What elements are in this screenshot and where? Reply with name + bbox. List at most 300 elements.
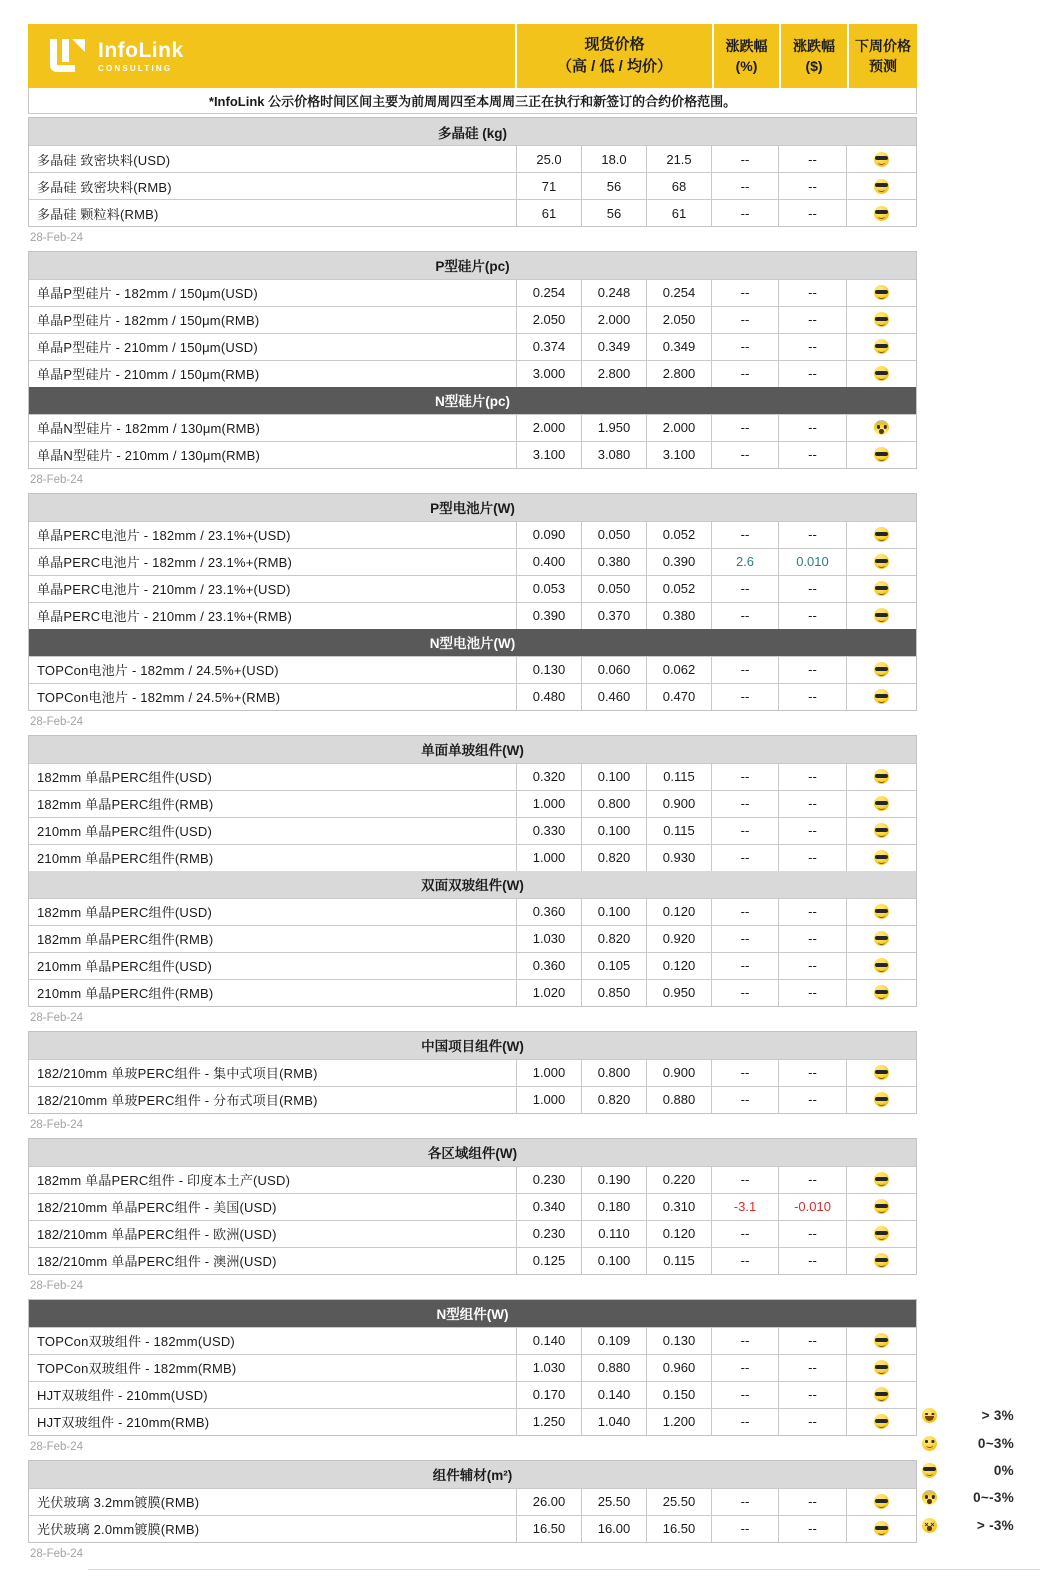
table-row bbox=[29, 817, 916, 844]
change-pct-cell: -- bbox=[711, 361, 778, 387]
avg-price-cell: 0.115 bbox=[646, 764, 711, 790]
item-name-cell: 210mm 单晶PERC组件(USD) bbox=[37, 824, 212, 840]
forecast-cool-emoji-icon bbox=[874, 285, 889, 300]
change-pct-cell: -- bbox=[711, 280, 778, 306]
table-row bbox=[29, 925, 916, 952]
forecast-cool-emoji-icon bbox=[874, 581, 889, 596]
infolink-logo-icon bbox=[50, 38, 88, 74]
forecast-cell bbox=[846, 1328, 916, 1354]
high-price-cell: 16.50 bbox=[516, 1516, 581, 1542]
table-row bbox=[29, 1059, 916, 1086]
item-name-cell: TOPCon电池片 - 182mm / 24.5%+(RMB) bbox=[37, 690, 281, 706]
price-group bbox=[28, 117, 917, 227]
legend-item bbox=[922, 1457, 1014, 1484]
header-spot-price bbox=[515, 24, 712, 88]
change-pct-cell: -- bbox=[711, 603, 778, 629]
high-price-cell: 0.254 bbox=[516, 280, 581, 306]
table-row bbox=[29, 1166, 916, 1193]
change-pct-cell: -- bbox=[711, 307, 778, 333]
avg-price-cell: 2.000 bbox=[646, 415, 711, 441]
change-pct-cell: -- bbox=[711, 1248, 778, 1274]
change-usd-cell: -- bbox=[778, 1060, 846, 1086]
price-group bbox=[28, 1138, 917, 1275]
forecast-legend bbox=[922, 1402, 1014, 1539]
avg-price-cell: 1.200 bbox=[646, 1409, 711, 1435]
price-group bbox=[28, 493, 917, 711]
forecast-cell bbox=[846, 1409, 916, 1435]
legend-label: > -3% bbox=[976, 1517, 1014, 1533]
item-name-cell: TOPCon电池片 - 182mm / 24.5%+(USD) bbox=[37, 663, 279, 679]
change-pct-cell: -- bbox=[711, 764, 778, 790]
forecast-cell bbox=[846, 1221, 916, 1247]
forecast-cell bbox=[846, 684, 916, 710]
low-price-cell: 2.000 bbox=[581, 307, 646, 333]
forecast-cell bbox=[846, 1489, 916, 1515]
legend-item bbox=[922, 1512, 1014, 1539]
section-header: N型电池片(W) bbox=[29, 629, 916, 656]
avg-price-cell: 16.50 bbox=[646, 1516, 711, 1542]
low-price-cell: 0.820 bbox=[581, 1087, 646, 1113]
low-price-cell: 0.380 bbox=[581, 549, 646, 575]
item-name-cell: 182mm 单晶PERC组件 - 印度本土产(USD) bbox=[37, 1173, 291, 1189]
header-forecast bbox=[847, 24, 917, 88]
change-usd-cell: -- bbox=[778, 926, 846, 952]
change-pct-cell: -- bbox=[711, 953, 778, 979]
item-name-cell: 182/210mm 单玻PERC组件 - 集中式项目(RMB) bbox=[37, 1066, 318, 1082]
change-usd-cell: -- bbox=[778, 361, 846, 387]
change-usd-cell: -- bbox=[778, 657, 846, 683]
low-price-cell: 0.109 bbox=[581, 1328, 646, 1354]
change-usd-cell: -- bbox=[778, 173, 846, 199]
legend-cool-emoji-icon bbox=[922, 1463, 937, 1478]
table-row bbox=[29, 790, 916, 817]
table-row bbox=[29, 1381, 916, 1408]
change-usd-cell: -- bbox=[778, 1221, 846, 1247]
item-name-cell: 光伏玻璃 3.2mm镀膜(RMB) bbox=[37, 1495, 200, 1511]
legend-dizzy-emoji-icon bbox=[922, 1518, 937, 1533]
low-price-cell: 0.140 bbox=[581, 1382, 646, 1408]
forecast-cool-emoji-icon bbox=[874, 1172, 889, 1187]
item-name-cell: HJT双玻组件 - 210mm(RMB) bbox=[37, 1415, 210, 1431]
low-price-cell: 16.00 bbox=[581, 1516, 646, 1542]
high-price-cell: 1.000 bbox=[516, 791, 581, 817]
avg-price-cell: 0.900 bbox=[646, 1060, 711, 1086]
forecast-cool-emoji-icon bbox=[874, 152, 889, 167]
price-group bbox=[28, 1299, 917, 1436]
price-group bbox=[28, 735, 917, 1007]
forecast-cool-emoji-icon bbox=[874, 608, 889, 623]
change-pct-cell: -- bbox=[711, 1087, 778, 1113]
forecast-cool-emoji-icon bbox=[874, 1333, 889, 1348]
high-price-cell: 3.000 bbox=[516, 361, 581, 387]
table-row bbox=[29, 1408, 916, 1435]
forecast-cool-emoji-icon bbox=[874, 769, 889, 784]
low-price-cell: 1.040 bbox=[581, 1409, 646, 1435]
high-price-cell: 1.000 bbox=[516, 1087, 581, 1113]
forecast-cool-emoji-icon bbox=[874, 1414, 889, 1429]
table-row bbox=[29, 279, 916, 306]
avg-price-cell: 0.120 bbox=[646, 1221, 711, 1247]
forecast-cell bbox=[846, 361, 916, 387]
table-row bbox=[29, 763, 916, 790]
high-price-cell: 0.170 bbox=[516, 1382, 581, 1408]
low-price-cell: 18.0 bbox=[581, 146, 646, 172]
table-row bbox=[29, 1086, 916, 1113]
forecast-cool-emoji-icon bbox=[874, 447, 889, 462]
item-name-cell: 单晶P型硅片 - 210mm / 150μm(RMB) bbox=[37, 367, 260, 383]
item-name-cell: 182mm 单晶PERC组件(USD) bbox=[37, 905, 212, 921]
change-usd-label: 涨跌幅 bbox=[793, 37, 835, 54]
avg-price-cell: 0.930 bbox=[646, 845, 711, 871]
table-row bbox=[29, 1220, 916, 1247]
logo-text bbox=[98, 40, 184, 73]
low-price-cell: 25.50 bbox=[581, 1489, 646, 1515]
high-price-cell: 3.100 bbox=[516, 442, 581, 468]
header-change-usd bbox=[779, 24, 847, 88]
legend-label: > 3% bbox=[981, 1408, 1014, 1424]
price-group bbox=[28, 1460, 917, 1543]
date-label: 28-Feb-24 bbox=[30, 1011, 84, 1024]
high-price-cell: 0.230 bbox=[516, 1221, 581, 1247]
item-name-cell: 182/210mm 单玻PERC组件 - 分布式项目(RMB) bbox=[37, 1093, 318, 1109]
infolink-logo bbox=[50, 38, 184, 74]
forecast-cool-emoji-icon bbox=[874, 958, 889, 973]
high-price-cell: 1.030 bbox=[516, 926, 581, 952]
change-usd-cell: -- bbox=[778, 1355, 846, 1381]
date-label: 28-Feb-24 bbox=[30, 1279, 84, 1292]
forecast-cool-emoji-icon bbox=[874, 339, 889, 354]
avg-price-cell: 0.254 bbox=[646, 280, 711, 306]
change-usd-cell: -- bbox=[778, 307, 846, 333]
high-price-cell: 0.374 bbox=[516, 334, 581, 360]
avg-price-cell: 0.120 bbox=[646, 899, 711, 925]
high-price-cell: 1.000 bbox=[516, 1060, 581, 1086]
item-name-cell: 单晶P型硅片 - 210mm / 150μm(USD) bbox=[37, 340, 258, 356]
avg-price-cell: 0.900 bbox=[646, 791, 711, 817]
item-name-cell: 单晶PERC电池片 - 210mm / 23.1%+(RMB) bbox=[37, 609, 293, 625]
low-price-cell: 56 bbox=[581, 173, 646, 199]
low-price-cell: 0.880 bbox=[581, 1355, 646, 1381]
high-price-cell: 0.360 bbox=[516, 953, 581, 979]
table-row bbox=[29, 145, 916, 172]
avg-price-cell: 0.130 bbox=[646, 1328, 711, 1354]
section-header: 多晶硅 (kg) bbox=[29, 118, 916, 145]
item-name-cell: 182/210mm 单晶PERC组件 - 美国(USD) bbox=[37, 1200, 277, 1216]
forecast-cell bbox=[846, 657, 916, 683]
date-label: 28-Feb-24 bbox=[30, 232, 84, 244]
forecast-cool-emoji-icon bbox=[874, 1253, 889, 1268]
change-pct-cell: -- bbox=[711, 146, 778, 172]
low-price-cell: 0.820 bbox=[581, 926, 646, 952]
avg-price-cell: 0.120 bbox=[646, 953, 711, 979]
change-usd-cell: -- bbox=[778, 146, 846, 172]
forecast-cell bbox=[846, 899, 916, 925]
forecast-cell bbox=[846, 200, 916, 226]
high-price-cell: 25.0 bbox=[516, 146, 581, 172]
forecast-cool-emoji-icon bbox=[874, 366, 889, 381]
change-pct-cell: -- bbox=[711, 576, 778, 602]
change-usd-unit: ($) bbox=[805, 58, 823, 74]
forecast-cool-emoji-icon bbox=[874, 1494, 889, 1509]
change-pct-cell: -- bbox=[711, 415, 778, 441]
change-usd-cell: -- bbox=[778, 576, 846, 602]
price-groups bbox=[28, 117, 917, 1567]
table-row bbox=[29, 548, 916, 575]
table-row bbox=[29, 952, 916, 979]
change-usd-cell: -- bbox=[778, 791, 846, 817]
table-row bbox=[29, 1193, 916, 1220]
high-price-cell: 71 bbox=[516, 173, 581, 199]
change-usd-cell: -- bbox=[778, 1167, 846, 1193]
avg-price-cell: 2.800 bbox=[646, 361, 711, 387]
low-price-cell: 56 bbox=[581, 200, 646, 226]
change-pct-cell: -- bbox=[711, 791, 778, 817]
avg-price-cell: 3.100 bbox=[646, 442, 711, 468]
low-price-cell: 0.190 bbox=[581, 1167, 646, 1193]
change-usd-cell: -- bbox=[778, 764, 846, 790]
item-name-cell: 182mm 单晶PERC组件(RMB) bbox=[37, 797, 214, 813]
avg-price-cell: 2.050 bbox=[646, 307, 711, 333]
forecast-cool-emoji-icon bbox=[874, 1521, 889, 1536]
table-row bbox=[29, 1488, 916, 1515]
brand-subtitle: CONSULTING bbox=[98, 63, 173, 73]
forecast-cell bbox=[846, 1355, 916, 1381]
forecast-cell bbox=[846, 415, 916, 441]
table-row bbox=[29, 199, 916, 226]
item-name-cell: 多晶硅 致密块料(USD) bbox=[37, 152, 171, 168]
table-row bbox=[29, 683, 916, 710]
change-pct-cell: -- bbox=[711, 173, 778, 199]
section-header: P型硅片(pc) bbox=[29, 252, 916, 279]
high-price-cell: 0.330 bbox=[516, 818, 581, 844]
avg-price-cell: 68 bbox=[646, 173, 711, 199]
legend-item bbox=[922, 1402, 1014, 1429]
date-label: 28-Feb-24 bbox=[30, 473, 84, 486]
change-pct-cell: -- bbox=[711, 1355, 778, 1381]
avg-price-cell: 0.052 bbox=[646, 576, 711, 602]
low-price-cell: 0.110 bbox=[581, 1221, 646, 1247]
forecast-cell bbox=[846, 1060, 916, 1086]
low-price-cell: 0.850 bbox=[581, 980, 646, 1006]
forecast-cell bbox=[846, 280, 916, 306]
avg-price-cell: 25.50 bbox=[646, 1489, 711, 1515]
table-row bbox=[29, 898, 916, 925]
change-pct-cell: -- bbox=[711, 980, 778, 1006]
item-name-cell: 单晶PERC电池片 - 210mm / 23.1%+(USD) bbox=[37, 582, 291, 598]
change-usd-cell: -- bbox=[778, 684, 846, 710]
item-name-cell: 182mm 单晶PERC组件(RMB) bbox=[37, 932, 214, 948]
low-price-cell: 0.820 bbox=[581, 845, 646, 871]
change-pct-cell: -- bbox=[711, 1167, 778, 1193]
change-pct-cell: -- bbox=[711, 1516, 778, 1542]
table-header bbox=[28, 24, 917, 88]
forecast-cell bbox=[846, 926, 916, 952]
section-header: N型组件(W) bbox=[29, 1300, 916, 1327]
table-row bbox=[29, 172, 916, 199]
low-price-cell: 0.460 bbox=[581, 684, 646, 710]
legend-label: 0% bbox=[993, 1462, 1014, 1478]
avg-price-cell: 0.349 bbox=[646, 334, 711, 360]
forecast-sublabel: 预测 bbox=[869, 58, 897, 74]
item-name-cell: 182/210mm 单晶PERC组件 - 欧洲(USD) bbox=[37, 1227, 277, 1243]
high-price-cell: 1.020 bbox=[516, 980, 581, 1006]
change-usd-cell: -- bbox=[778, 1489, 846, 1515]
avg-price-cell: 0.380 bbox=[646, 603, 711, 629]
avg-price-cell: 0.220 bbox=[646, 1167, 711, 1193]
item-name-cell: 多晶硅 颗粒料(RMB) bbox=[37, 206, 159, 222]
forecast-cool-emoji-icon bbox=[874, 1199, 889, 1214]
high-price-cell: 2.050 bbox=[516, 307, 581, 333]
low-price-cell: 0.100 bbox=[581, 764, 646, 790]
forecast-cool-emoji-icon bbox=[874, 206, 889, 221]
table-row bbox=[29, 656, 916, 683]
item-name-cell: 单晶PERC电池片 - 182mm / 23.1%+(RMB) bbox=[37, 555, 293, 571]
item-name-cell: TOPCon双玻组件 - 182mm(RMB) bbox=[37, 1361, 237, 1377]
change-pct-cell: -- bbox=[711, 899, 778, 925]
forecast-cool-emoji-icon bbox=[874, 179, 889, 194]
table-row bbox=[29, 602, 916, 629]
low-price-cell: 3.080 bbox=[581, 442, 646, 468]
forecast-cell bbox=[846, 1248, 916, 1274]
change-usd-cell: -- bbox=[778, 522, 846, 548]
change-usd-cell: -- bbox=[778, 1087, 846, 1113]
forecast-label: 下周价格 bbox=[855, 37, 911, 54]
forecast-scream-emoji-icon bbox=[874, 420, 889, 435]
header-logo-cell bbox=[28, 24, 515, 88]
avg-price-cell: 0.052 bbox=[646, 522, 711, 548]
item-name-cell: 多晶硅 致密块料(RMB) bbox=[37, 179, 172, 195]
high-price-cell: 0.053 bbox=[516, 576, 581, 602]
forecast-cell bbox=[846, 845, 916, 871]
change-usd-cell: 0.010 bbox=[778, 549, 846, 575]
high-price-cell: 0.125 bbox=[516, 1248, 581, 1274]
high-price-cell: 0.320 bbox=[516, 764, 581, 790]
forecast-cell bbox=[846, 791, 916, 817]
table-row bbox=[29, 306, 916, 333]
high-price-cell: 0.400 bbox=[516, 549, 581, 575]
high-price-cell: 0.130 bbox=[516, 657, 581, 683]
low-price-cell: 0.349 bbox=[581, 334, 646, 360]
section-header: 单面单玻组件(W) bbox=[29, 736, 916, 763]
section-header: 中国项目组件(W) bbox=[29, 1032, 916, 1059]
high-price-cell: 0.140 bbox=[516, 1328, 581, 1354]
avg-price-cell: 0.150 bbox=[646, 1382, 711, 1408]
table-row bbox=[29, 441, 916, 468]
item-name-cell: 光伏玻璃 2.0mm镀膜(RMB) bbox=[37, 1522, 200, 1538]
table-row bbox=[29, 1247, 916, 1274]
item-name-cell: HJT双玻组件 - 210mm(USD) bbox=[37, 1388, 208, 1404]
avg-price-cell: 0.880 bbox=[646, 1087, 711, 1113]
item-name-cell: 单晶P型硅片 - 182mm / 150μm(RMB) bbox=[37, 313, 260, 329]
table-row bbox=[29, 521, 916, 548]
table-row bbox=[29, 575, 916, 602]
change-usd-cell: -- bbox=[778, 1382, 846, 1408]
item-name-cell: 182/210mm 单晶PERC组件 - 澳洲(USD) bbox=[37, 1254, 277, 1270]
change-usd-cell: -- bbox=[778, 845, 846, 871]
item-name-cell: 210mm 单晶PERC组件(RMB) bbox=[37, 986, 214, 1002]
high-price-cell: 1.000 bbox=[516, 845, 581, 871]
change-usd-cell: -- bbox=[778, 280, 846, 306]
high-price-cell: 2.000 bbox=[516, 415, 581, 441]
date-label: 28-Feb-24 bbox=[30, 715, 84, 728]
forecast-cell bbox=[846, 818, 916, 844]
forecast-cell bbox=[846, 576, 916, 602]
low-price-cell: 0.105 bbox=[581, 953, 646, 979]
legend-grin-emoji-icon bbox=[922, 1408, 937, 1423]
change-usd-cell: -- bbox=[778, 953, 846, 979]
high-price-cell: 1.250 bbox=[516, 1409, 581, 1435]
high-price-cell: 0.230 bbox=[516, 1167, 581, 1193]
change-usd-cell: -- bbox=[778, 1248, 846, 1274]
table-row bbox=[29, 1354, 916, 1381]
forecast-cool-emoji-icon bbox=[874, 823, 889, 838]
change-pct-cell: -- bbox=[711, 657, 778, 683]
date-label: 28-Feb-24 bbox=[30, 1440, 84, 1453]
table-row bbox=[29, 360, 916, 387]
forecast-cell bbox=[846, 146, 916, 172]
change-pct-cell: -- bbox=[711, 200, 778, 226]
forecast-cool-emoji-icon bbox=[874, 1226, 889, 1241]
change-usd-cell: -- bbox=[778, 603, 846, 629]
low-price-cell: 1.950 bbox=[581, 415, 646, 441]
change-pct-cell: -- bbox=[711, 1328, 778, 1354]
brand-name: InfoLink bbox=[98, 38, 184, 62]
change-pct-cell: -- bbox=[711, 442, 778, 468]
forecast-cool-emoji-icon bbox=[874, 1065, 889, 1080]
change-usd-cell: -- bbox=[778, 899, 846, 925]
low-price-cell: 0.248 bbox=[581, 280, 646, 306]
item-name-cell: 210mm 单晶PERC组件(USD) bbox=[37, 959, 212, 975]
forecast-cell bbox=[846, 549, 916, 575]
item-name-cell: 单晶N型硅片 - 210mm / 130μm(RMB) bbox=[37, 448, 261, 464]
legend-item bbox=[922, 1429, 1014, 1456]
forecast-cell bbox=[846, 334, 916, 360]
change-pct-cell: -3.1 bbox=[711, 1194, 778, 1220]
change-usd-cell: -- bbox=[778, 980, 846, 1006]
avg-price-cell: 0.950 bbox=[646, 980, 711, 1006]
avg-price-cell: 0.062 bbox=[646, 657, 711, 683]
legend-smile-emoji-icon bbox=[922, 1436, 937, 1451]
table-row bbox=[29, 844, 916, 871]
legend-label: 0~3% bbox=[977, 1435, 1014, 1451]
table-row bbox=[29, 333, 916, 360]
item-name-cell: 210mm 单晶PERC组件(RMB) bbox=[37, 851, 214, 867]
low-price-cell: 0.800 bbox=[581, 791, 646, 817]
low-price-cell: 0.800 bbox=[581, 1060, 646, 1086]
forecast-cell bbox=[846, 1087, 916, 1113]
forecast-cell bbox=[846, 980, 916, 1006]
section-header: P型电池片(W) bbox=[29, 494, 916, 521]
section-header: N型硅片(pc) bbox=[29, 387, 916, 414]
item-name-cell: 单晶P型硅片 - 182mm / 150μm(USD) bbox=[37, 286, 258, 302]
low-price-cell: 0.060 bbox=[581, 657, 646, 683]
low-price-cell: 0.180 bbox=[581, 1194, 646, 1220]
forecast-cell bbox=[846, 1194, 916, 1220]
change-usd-cell: -- bbox=[778, 200, 846, 226]
change-usd-cell: -- bbox=[778, 818, 846, 844]
change-usd-cell: -- bbox=[778, 442, 846, 468]
forecast-cool-emoji-icon bbox=[874, 662, 889, 677]
avg-price-cell: 0.920 bbox=[646, 926, 711, 952]
change-pct-cell: -- bbox=[711, 1221, 778, 1247]
date-label: 28-Feb-24 bbox=[30, 1547, 84, 1560]
avg-price-cell: 0.115 bbox=[646, 818, 711, 844]
spot-price-label: 现货价格 bbox=[584, 36, 645, 54]
forecast-cool-emoji-icon bbox=[874, 554, 889, 569]
header-change-pct bbox=[712, 24, 779, 88]
spot-price-sublabel: （高 / 低 / 均价） bbox=[556, 58, 672, 75]
table-row bbox=[29, 414, 916, 441]
